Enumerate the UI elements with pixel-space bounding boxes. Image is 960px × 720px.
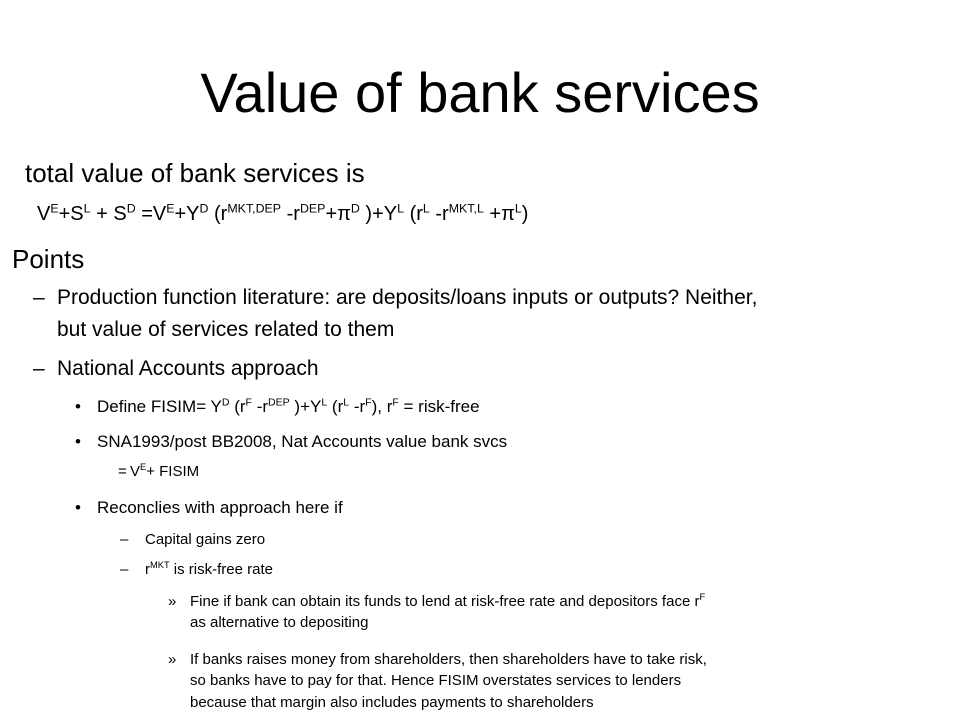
slide-title: Value of bank services bbox=[200, 61, 760, 124]
fine-item-line2: as alternative to depositing bbox=[190, 614, 369, 631]
national-accounts-item: National Accounts approach bbox=[57, 357, 319, 380]
sna-item: SNA1993/post BB2008, Nat Accounts value bank svcs bbox=[97, 432, 508, 451]
rmkt-item: $r^{MKT}$ is risk-free rate bbox=[145, 560, 273, 578]
bullet-marker: • bbox=[75, 432, 81, 451]
fisim-definition-item: Define FISIM= $Y^D$ ($r^F$ $-r^{DEP}$ )$+Y^L$ ($r^L$ $-r^F$), $r^F$ = risk-free bbox=[97, 396, 480, 416]
sna-equation-item: $V^E+$ FISIM bbox=[130, 462, 200, 480]
bullet-marker: • bbox=[75, 498, 81, 517]
value-formula: $V^E+S^L + S^D =V^E+Y^D$ ($r^{MKT,DEP}$ $-r^{DEP}+\pi^D$ )$+Y^L$ ($r^L$ $-r^{MKT,L} +\pi^L$) bbox=[37, 201, 529, 225]
fine-item-line1: Fine if bank can obtain its funds to lend at risk-free rate and depositors face $r^F$ bbox=[190, 592, 706, 610]
capital-gains-item: Capital gains zero bbox=[145, 531, 266, 548]
if-banks-item-line1: If banks raises money from shareholders, then shareholders have to take risk, bbox=[190, 651, 707, 668]
production-item-line2: but value of services related to them bbox=[57, 318, 395, 341]
dash-marker: – bbox=[33, 286, 45, 309]
if-banks-item-line2: so banks have to pay for that. Hence FISIM overstates services to lenders bbox=[190, 672, 682, 689]
equals-marker: = bbox=[118, 463, 127, 480]
bullet-marker: • bbox=[75, 397, 81, 416]
dash-marker: – bbox=[120, 561, 129, 578]
dash-marker: – bbox=[33, 357, 45, 380]
if-banks-item-line3: because that margin also includes payments to shareholders bbox=[190, 694, 594, 711]
intro-text: total value of bank services is bbox=[25, 158, 365, 188]
reconciles-item: Reconclies with approach here if bbox=[97, 498, 343, 517]
dash-marker: – bbox=[120, 531, 129, 548]
raquo-marker: » bbox=[168, 593, 177, 610]
points-heading: Points bbox=[12, 244, 85, 274]
raquo-marker: » bbox=[168, 651, 177, 668]
production-item-line1: Production function literature: are deposits/loans inputs or outputs? Neither, bbox=[57, 286, 758, 309]
